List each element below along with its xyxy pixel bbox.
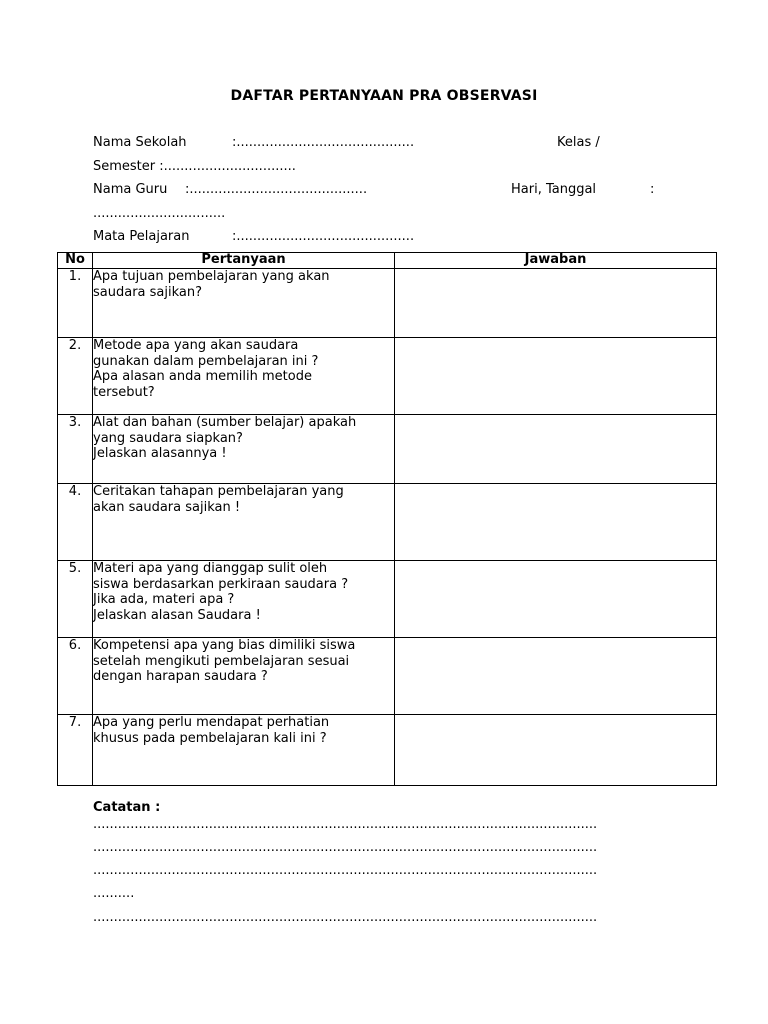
question-line: Jelaskan alasan Saudara ! — [93, 607, 261, 623]
table-row — [58, 269, 717, 338]
question-line: khusus pada pembelajaran kali ini ? — [93, 730, 327, 746]
catatan-line: .......................................................................................................................... — [93, 863, 598, 878]
table-row — [58, 561, 717, 638]
catatan-line: .......................................................................................................................... — [93, 840, 598, 855]
catatan-line: .......................................................................................................................... — [93, 910, 598, 925]
question-line: Apa alasan anda memilih metode — [93, 369, 312, 384]
question-line: akan saudara sajikan ! — [93, 499, 241, 515]
table-header-row — [58, 253, 717, 269]
answer-cell[interactable] — [395, 561, 717, 638]
question-line: Kompetensi apa yang bias dimiliki siswa — [93, 638, 356, 653]
question-line: Ceritakan tahapan pembelajaran yang — [93, 484, 344, 499]
document-title: DAFTAR PERTANYAAN PRA OBSERVASI — [230, 88, 538, 104]
answer-cell[interactable] — [395, 715, 717, 786]
question-line: Materi apa yang dianggap sulit oleh — [93, 561, 328, 576]
row-number: 7. — [58, 715, 93, 786]
question-line: Metode apa yang akan saudara — [93, 338, 299, 353]
question-cell — [93, 269, 395, 338]
hari-tanggal-colon: : — [650, 182, 655, 197]
nama-sekolah-dots: :........................................... — [232, 135, 415, 150]
question-line: setelah mengikuti pembelajaran sesuai — [93, 653, 350, 669]
hari-tanggal-dots: ................................ — [93, 206, 226, 221]
question-line: dengan harapan saudara ? — [93, 669, 268, 684]
question-table — [57, 252, 717, 786]
row-number: 1. — [58, 269, 93, 338]
semester-line: Semester :................................ — [93, 159, 296, 174]
answer-cell[interactable] — [395, 415, 717, 484]
table-row — [58, 338, 717, 415]
answer-cell[interactable] — [395, 269, 717, 338]
question-line: tersebut? — [93, 384, 155, 400]
row-number: 2. — [58, 338, 93, 415]
row-number: 3. — [58, 415, 93, 484]
question-cell — [93, 415, 395, 484]
question-cell — [93, 484, 395, 561]
row-number: 4. — [58, 484, 93, 561]
answer-cell[interactable] — [395, 638, 717, 715]
mata-pelajaran-label: Mata Pelajaran — [93, 229, 190, 244]
question-cell — [93, 561, 395, 638]
answer-cell[interactable] — [395, 484, 717, 561]
question-cell — [93, 338, 395, 415]
question-cell — [93, 638, 395, 715]
question-line: Apa yang perlu mendapat perhatian — [93, 715, 330, 730]
question-line: gunakan dalam pembelajaran ini ? — [93, 353, 319, 369]
mata-pelajaran-dots: :........................................... — [232, 229, 415, 244]
nama-sekolah-label: Nama Sekolah — [93, 135, 187, 150]
nama-guru-label: Nama Guru — [93, 182, 168, 197]
hari-tanggal-label: Hari, Tanggal — [511, 182, 597, 197]
table-row — [58, 415, 717, 484]
nama-guru-dots: :........................................... — [185, 182, 368, 197]
header-pertanyaan: Pertanyaan — [93, 253, 395, 269]
table-row — [58, 638, 717, 715]
row-number: 6. — [58, 638, 93, 715]
header-no: No — [58, 253, 93, 269]
question-line: Jelaskan alasannya ! — [93, 446, 227, 461]
kelas-label: Kelas / — [557, 135, 600, 150]
catatan-line: .......... — [93, 886, 135, 901]
question-line: Jika ada, materi apa ? — [93, 592, 235, 607]
question-line: saudara sajikan? — [93, 284, 203, 300]
question-line: Alat dan bahan (sumber belajar) apakah — [93, 415, 357, 430]
answer-cell[interactable] — [395, 338, 717, 415]
row-number: 5. — [58, 561, 93, 638]
question-line: Apa tujuan pembelajaran yang akan — [93, 269, 330, 284]
catatan-line: .......................................................................................................................... — [93, 817, 598, 832]
question-line: siswa berdasarkan perkiraan saudara ? — [93, 576, 349, 592]
table-row — [58, 715, 717, 786]
question-line: yang saudara siapkan? — [93, 430, 243, 446]
header-jawaban: Jawaban — [395, 253, 717, 269]
catatan-label: Catatan : — [93, 800, 161, 815]
table-row — [58, 484, 717, 561]
question-cell — [93, 715, 395, 786]
